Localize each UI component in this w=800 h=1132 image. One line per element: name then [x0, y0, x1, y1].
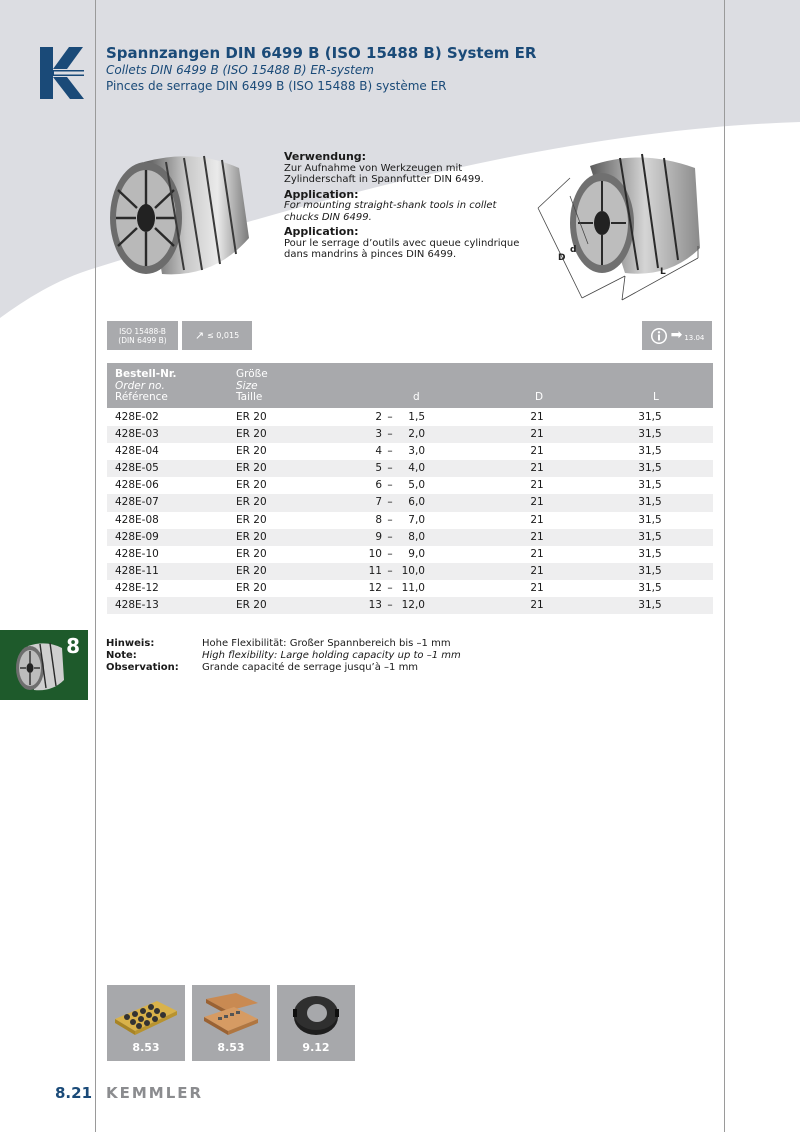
usage-text-french: Pour le serrage d’outils avec queue cylindrique dans mandrins à pinces DIN 6499. [284, 237, 520, 260]
header-order-de: Bestell-Nr. [115, 368, 177, 380]
d-max-cell: 11,0 [401, 581, 425, 594]
header-D: D [535, 391, 544, 403]
D-cell: 21 [530, 547, 544, 560]
D-cell: 21 [530, 445, 544, 458]
L-cell: 31,5 [638, 547, 662, 560]
norm-line-1: ISO 15488-B [119, 326, 166, 336]
accuracy-badge [182, 321, 252, 350]
order-cell: 428E-03 [115, 428, 159, 441]
info-badge[interactable] [642, 321, 712, 350]
collet-dimension-drawing [530, 148, 705, 308]
order-cell: 428E-08 [115, 513, 159, 526]
collet-tray-icon [113, 993, 179, 1035]
accessory-clamping-nut[interactable] [277, 985, 355, 1061]
arrow-right-icon: ➡ [670, 327, 683, 343]
clamping-nut-icon [291, 993, 341, 1037]
accessory-collet-tray[interactable] [107, 985, 185, 1061]
table-header [107, 363, 713, 408]
d-range-dash: – [387, 428, 393, 441]
L-cell: 31,5 [638, 496, 662, 509]
D-cell: 21 [530, 479, 544, 492]
d-min-cell: 12 [368, 581, 382, 594]
L-cell: 31,5 [638, 564, 662, 577]
collet-case-icon [200, 991, 262, 1037]
header-order-en: Order no. [115, 379, 165, 392]
L-cell: 31,5 [638, 530, 662, 543]
right-margin-line [724, 0, 725, 1132]
table-row [107, 426, 713, 443]
L-cell: 31,5 [638, 513, 662, 526]
size-cell: ER 20 [236, 445, 267, 458]
d-range-dash: – [387, 462, 393, 475]
d-max-cell: 1,5 [408, 411, 425, 423]
usage-block [284, 151, 524, 261]
size-cell: ER 20 [236, 479, 267, 492]
size-cell: ER 20 [236, 428, 267, 441]
D-cell: 21 [530, 428, 544, 441]
dimension-label-D: D [558, 253, 566, 263]
d-min-cell: 2 [375, 411, 382, 423]
info-reference: 13.04 [684, 333, 705, 342]
left-margin-line [95, 0, 96, 1132]
d-range-dash: – [387, 411, 393, 423]
collet-photo [104, 150, 264, 280]
d-min-cell: 10 [368, 547, 382, 560]
kemmler-logo-icon [40, 47, 84, 99]
d-range-dash: – [387, 496, 393, 509]
d-min-cell: 3 [375, 428, 382, 441]
L-cell: 31,5 [638, 428, 662, 441]
d-min-cell: 4 [375, 445, 382, 458]
table-row [107, 529, 713, 546]
d-min-cell: 8 [375, 513, 382, 526]
order-cell: 428E-09 [115, 530, 159, 543]
accessory-ref: 8.53 [217, 1041, 245, 1054]
norm-badge [107, 321, 178, 350]
size-cell: ER 20 [236, 581, 267, 594]
d-range-dash: – [387, 547, 393, 560]
brand-name: KEMMLER [106, 1084, 204, 1102]
d-min-cell: 9 [375, 530, 382, 543]
L-cell: 31,5 [638, 462, 662, 475]
section-number: 8 [66, 634, 80, 658]
order-cell: 428E-05 [115, 462, 159, 475]
title-french: Pinces de serrage DIN 6499 B (ISO 15488 B) système ER [106, 79, 447, 93]
header-size-fr: Taille [236, 391, 263, 403]
d-max-cell: 10,0 [401, 564, 425, 577]
size-cell: ER 20 [236, 411, 267, 423]
D-cell: 21 [530, 513, 544, 526]
collet-table-body [107, 409, 713, 614]
norm-line-2: (DIN 6499 B) [118, 335, 167, 345]
d-max-cell: 8,0 [408, 530, 425, 543]
d-range-dash: – [387, 530, 393, 543]
d-max-cell: 5,0 [408, 479, 425, 492]
usage-heading-german: Verwendung: [284, 150, 367, 163]
d-min-cell: 13 [368, 599, 382, 612]
note-text-english: High flexibility: Large holding capacity up to –1 mm [202, 650, 461, 661]
title-german: Spannzangen DIN 6499 B (ISO 15488 B) System ER [106, 44, 537, 62]
note-label-french: Observation: [106, 662, 179, 673]
dimension-label-d: d [570, 245, 577, 255]
d-max-cell: 7,0 [408, 513, 425, 526]
D-cell: 21 [530, 496, 544, 509]
d-max-cell: 9,0 [408, 547, 425, 560]
accessory-ref: 9.12 [302, 1041, 330, 1054]
title-block [106, 44, 536, 94]
header-size-de: Größe [236, 368, 268, 380]
D-cell: 21 [530, 599, 544, 612]
table-row [107, 443, 713, 460]
usage-heading-english: Application: [284, 187, 359, 201]
table-row [107, 494, 713, 511]
runout-arrow-icon: ↗ [194, 329, 205, 342]
table-row [107, 546, 713, 563]
size-cell: ER 20 [236, 564, 267, 577]
D-cell: 21 [530, 462, 544, 475]
D-cell: 21 [530, 564, 544, 577]
note-label-english: Note: [106, 650, 137, 661]
d-min-cell: 11 [368, 564, 382, 577]
order-cell: 428E-11 [115, 564, 159, 577]
usage-text-german: Zur Aufnahme von Werkzeugen mit Zylinderschaft in Spannfutter DIN 6499. [284, 162, 484, 185]
header-L: L [653, 391, 659, 403]
L-cell: 31,5 [638, 599, 662, 612]
note-text-french: Grande capacité de serrage jusqu’à –1 mm [202, 662, 419, 673]
header-d: d [413, 391, 420, 403]
order-cell: 428E-06 [115, 479, 159, 492]
table-row [107, 580, 713, 597]
size-cell: ER 20 [236, 496, 267, 509]
d-max-cell: 2,0 [408, 428, 425, 441]
order-cell: 428E-07 [115, 496, 159, 509]
table-row [107, 409, 713, 426]
d-range-dash: – [387, 513, 393, 526]
order-cell: 428E-04 [115, 445, 159, 458]
accessory-collet-case[interactable] [192, 985, 270, 1061]
d-min-cell: 7 [375, 496, 382, 509]
table-row [107, 563, 713, 580]
accuracy-value: ≤ 0,015 [207, 331, 240, 340]
collet-thumbnail-icon [10, 640, 68, 692]
size-cell: ER 20 [236, 547, 267, 560]
table-row [107, 512, 713, 529]
d-range-dash: – [387, 599, 393, 612]
d-min-cell: 6 [375, 479, 382, 492]
accessory-ref: 8.53 [132, 1041, 160, 1054]
header-size-en: Size [236, 379, 258, 392]
d-range-dash: – [387, 581, 393, 594]
d-max-cell: 3,0 [408, 445, 425, 458]
usage-text-english: For mounting straight-shank tools in collet chucks DIN 6499. [284, 200, 497, 223]
D-cell: 21 [530, 581, 544, 594]
order-cell: 428E-10 [115, 547, 159, 560]
D-cell: 21 [530, 530, 544, 543]
L-cell: 31,5 [638, 445, 662, 458]
note-label-german: Hinweis: [106, 638, 155, 649]
d-max-cell: 4,0 [408, 462, 425, 475]
size-cell: ER 20 [236, 462, 267, 475]
order-cell: 428E-13 [115, 599, 159, 612]
table-row [107, 477, 713, 494]
L-cell: 31,5 [638, 479, 662, 492]
d-min-cell: 5 [375, 462, 382, 475]
note-text-german: Hohe Flexibilität: Großer Spannbereich bis –1 mm [202, 638, 451, 649]
order-cell: 428E-02 [115, 411, 159, 423]
d-max-cell: 12,0 [401, 599, 425, 612]
title-english: Collets DIN 6499 B (ISO 15488 B) ER-system [106, 63, 374, 77]
size-cell: ER 20 [236, 513, 267, 526]
table-row [107, 460, 713, 477]
info-icon [650, 327, 668, 345]
header-order-fr: Référence [115, 391, 168, 403]
usage-heading-french: Application: [284, 225, 359, 238]
L-cell: 31,5 [638, 411, 662, 423]
d-max-cell: 6,0 [408, 496, 425, 509]
d-range-dash: – [387, 564, 393, 577]
order-cell: 428E-12 [115, 581, 159, 594]
section-tab[interactable] [0, 630, 88, 700]
d-range-dash: – [387, 445, 393, 458]
d-range-dash: – [387, 479, 393, 492]
size-cell: ER 20 [236, 599, 267, 612]
table-row [107, 597, 713, 614]
page-number: 8.21 [55, 1084, 93, 1102]
size-cell: ER 20 [236, 530, 267, 543]
L-cell: 31,5 [638, 581, 662, 594]
dimension-label-L: L [660, 267, 666, 277]
D-cell: 21 [530, 411, 544, 423]
